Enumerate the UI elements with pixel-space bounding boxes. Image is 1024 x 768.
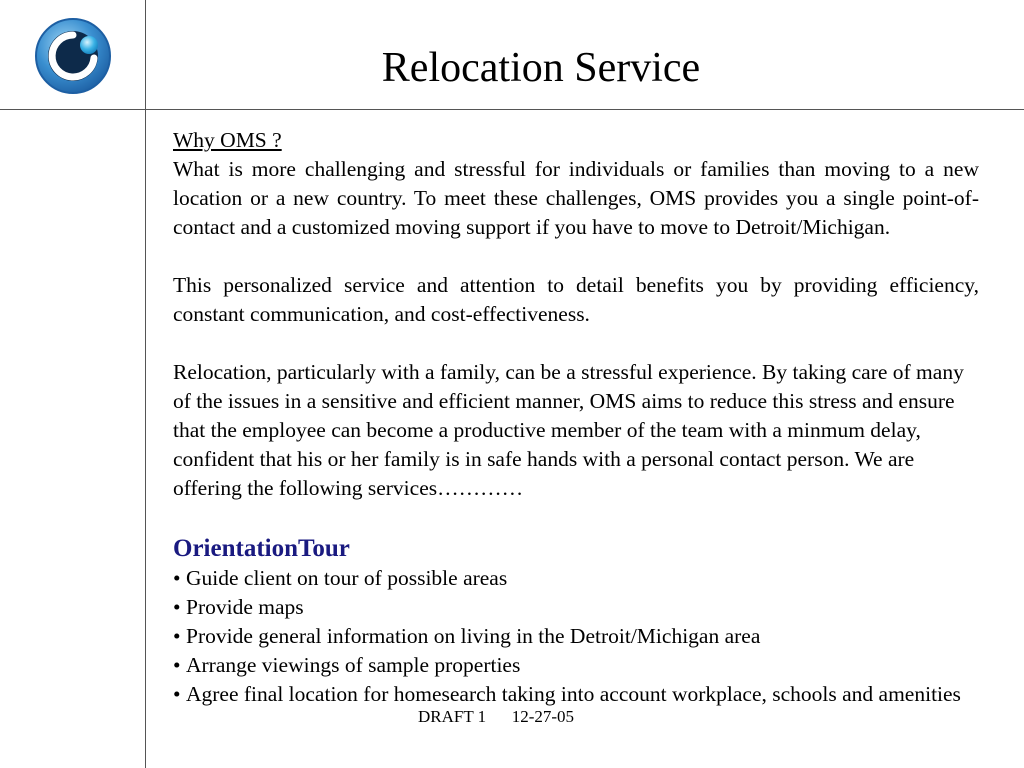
footer: [418, 707, 574, 727]
list-item: • Provide general information on living in the Detroit/Michigan area: [173, 624, 761, 648]
orientation-tour-heading: OrientationTour: [173, 535, 350, 562]
draft-label: DRAFT 1: [418, 707, 487, 726]
horizontal-divider: [0, 109, 1024, 110]
list-item: • Guide client on tour of possible areas: [173, 566, 508, 590]
why-oms-heading: Why OMS ?: [173, 128, 282, 152]
vertical-divider: [145, 0, 146, 768]
main-content: [173, 126, 979, 709]
company-logo-icon: [34, 17, 112, 95]
list-item: • Provide maps: [173, 595, 304, 619]
list-item: • Arrange viewings of sample properties: [173, 653, 521, 677]
page-title: Relocation Service: [381, 45, 701, 91]
intro-paragraph: What is more challenging and stressful for individuals or families than moving to a new location or a new country. To meet these challenges, OMS provides you a single point-of-contact and a customized moving support if you have to move to Detroit/Michigan.: [173, 157, 979, 239]
footer-date: 12-27-05: [511, 707, 575, 726]
relocation-paragraph: Relocation, particularly with a family, can be a stressful experience. By taking care of many of the issues in a sensitive and efficient manner, OMS aims to reduce this stress and ensure that the employee can become a productive member of the team with a minmum delay, confident that his or her family is in safe hands with a personal contact person. We are offering the following services…………: [173, 360, 964, 500]
benefits-paragraph: This personalized service and attention to detail benefits you by providing efficiency, constant communication, and cost-effectiveness.: [173, 273, 979, 326]
list-item: • Agree final location for homesearch taking into account workplace, schools and amenities: [173, 682, 961, 706]
orientation-list: [173, 564, 979, 709]
